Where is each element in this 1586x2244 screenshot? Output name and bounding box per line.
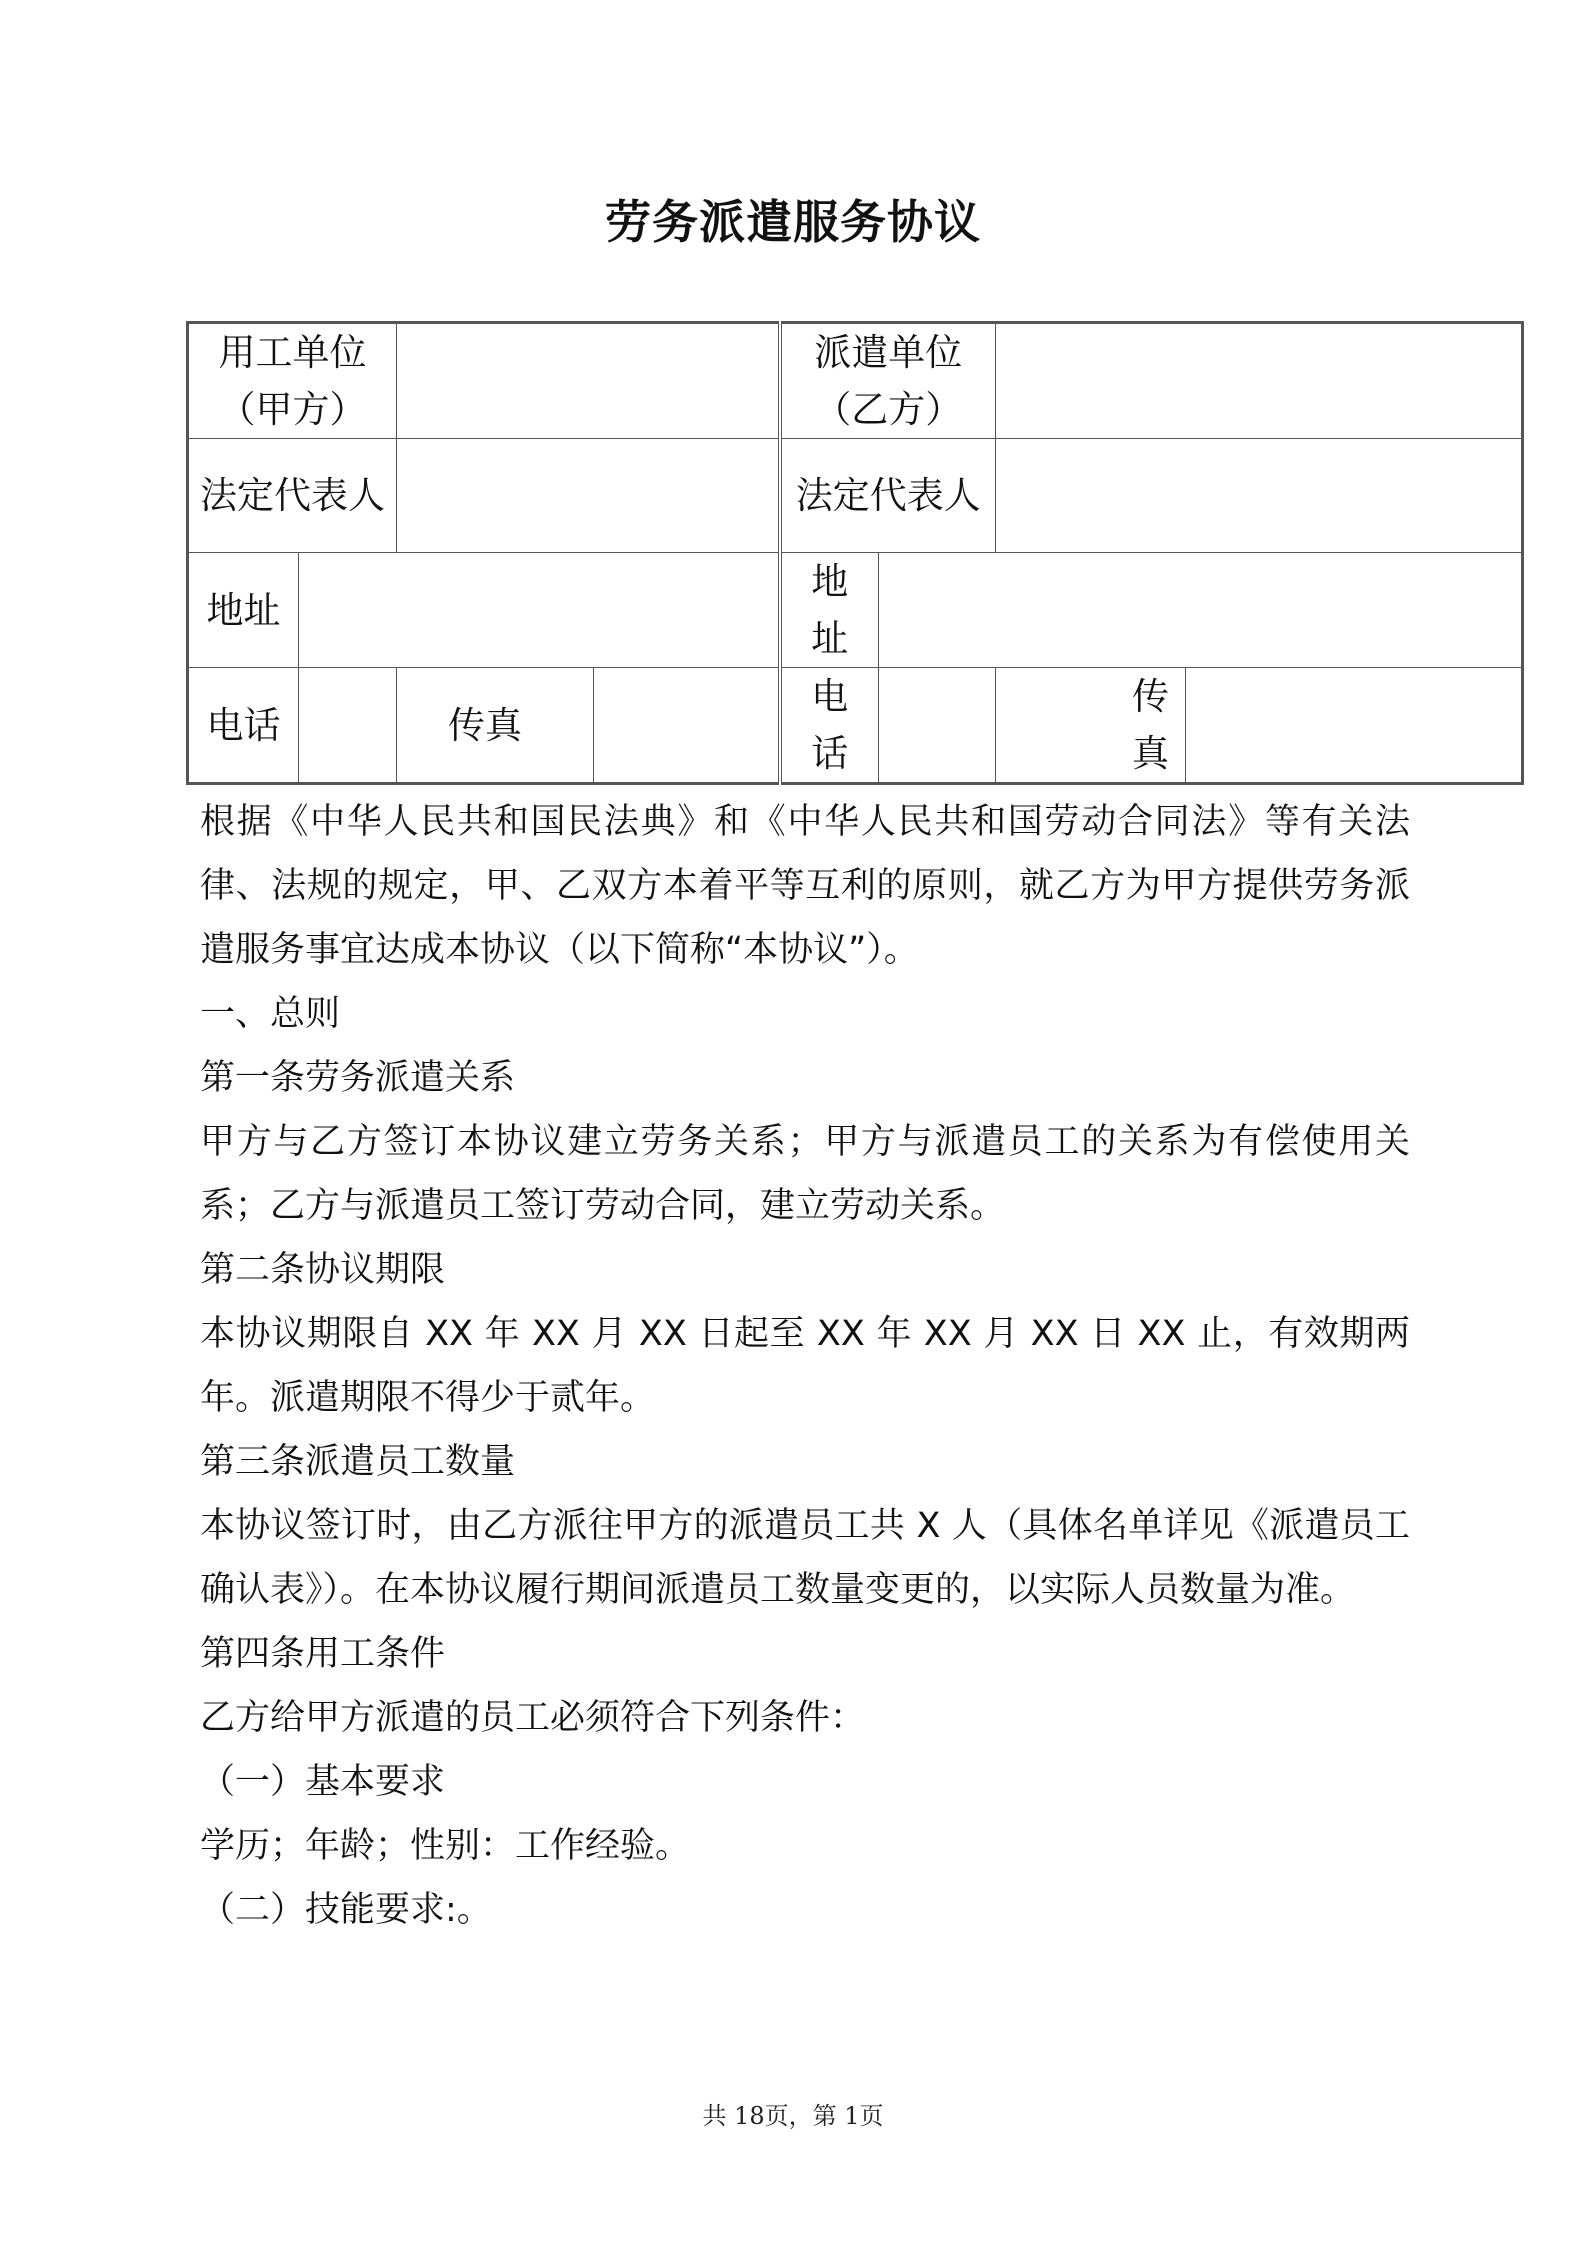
fax-label-right: [996, 668, 1186, 784]
article4-heading: 第四条用工条件: [200, 1634, 446, 1674]
phone-label-right: 电话: [780, 668, 879, 784]
phone-value-left: [299, 668, 397, 784]
table-row: [188, 439, 1523, 553]
fax-label-right-text: 传真: [1132, 675, 1169, 775]
table-row: [188, 323, 1523, 439]
party-info-table: [186, 321, 1524, 785]
agreement-body: [200, 790, 1410, 1942]
legal-rep-value-left: [397, 439, 780, 553]
item1-heading: （一）基本要求: [200, 1762, 446, 1802]
dispatcher-value-cell: [996, 323, 1523, 439]
address-value-right: [879, 553, 1523, 668]
item1-text: 学历；年龄；性别：工作经验。: [200, 1826, 691, 1866]
fax-label-left: 传真: [397, 668, 594, 784]
article3-text: 本协议签订时，由乙方派往甲方的派遣员工共 X 人（具体名单详见《派遣员工确认表》）。在本协议履行期间派遣员工数量变更的，以实际人员数量为准。: [200, 1506, 1410, 1610]
article1-heading: 第一条劳务派遣关系: [200, 1058, 516, 1098]
table-row: [188, 668, 1523, 784]
legal-rep-value-right: [996, 439, 1523, 553]
table-row: [188, 553, 1523, 668]
item2-heading: （二）技能要求:。: [200, 1890, 492, 1930]
address-value-left: [299, 553, 780, 668]
page-footer: 共 18页，第 1页: [702, 2102, 884, 2130]
employer-label: 用工单位（甲方）: [188, 323, 397, 439]
fax-value-left: [594, 668, 780, 784]
article2-text: 本协议期限自 XX 年 XX 月 XX 日起至 XX 年 XX 月 XX 日 XX 止，有效期两年。派遣期限不得少于贰年。: [200, 1314, 1410, 1418]
intro-paragraph: 根据《中华人民共和国民法典》和《中华人民共和国劳动合同法》等有关法律、法规的规定，甲、乙双方本着平等互利的原则，就乙方为甲方提供劳务派遣服务事宜达成本协议（以下简称“本协议”）。: [200, 802, 1410, 970]
phone-value-right: [879, 668, 996, 784]
legal-rep-label-left: 法定代表人: [188, 439, 397, 553]
employer-value-cell: [397, 323, 780, 439]
address-label-right: 地址: [780, 553, 879, 668]
document-title: 劳务派遣服务协议: [605, 195, 981, 249]
article2-heading: 第二条协议期限: [200, 1250, 446, 1290]
address-label-left: 地址: [188, 553, 299, 668]
fax-value-right: [1186, 668, 1523, 784]
article1-text: 甲方与乙方签订本协议建立劳务关系；甲方与派遣员工的关系为有偿使用关系；乙方与派遣员工签订劳动合同，建立劳动关系。: [200, 1122, 1410, 1226]
dispatcher-label: 派遣单位（乙方）: [780, 323, 996, 439]
article4-text: 乙方给甲方派遣的员工必须符合下列条件：: [200, 1698, 866, 1738]
phone-label-left: 电话: [188, 668, 299, 784]
section1-heading: 一、总则: [200, 994, 341, 1034]
article3-heading: 第三条派遣员工数量: [200, 1442, 516, 1482]
legal-rep-label-right: 法定代表人: [780, 439, 996, 553]
